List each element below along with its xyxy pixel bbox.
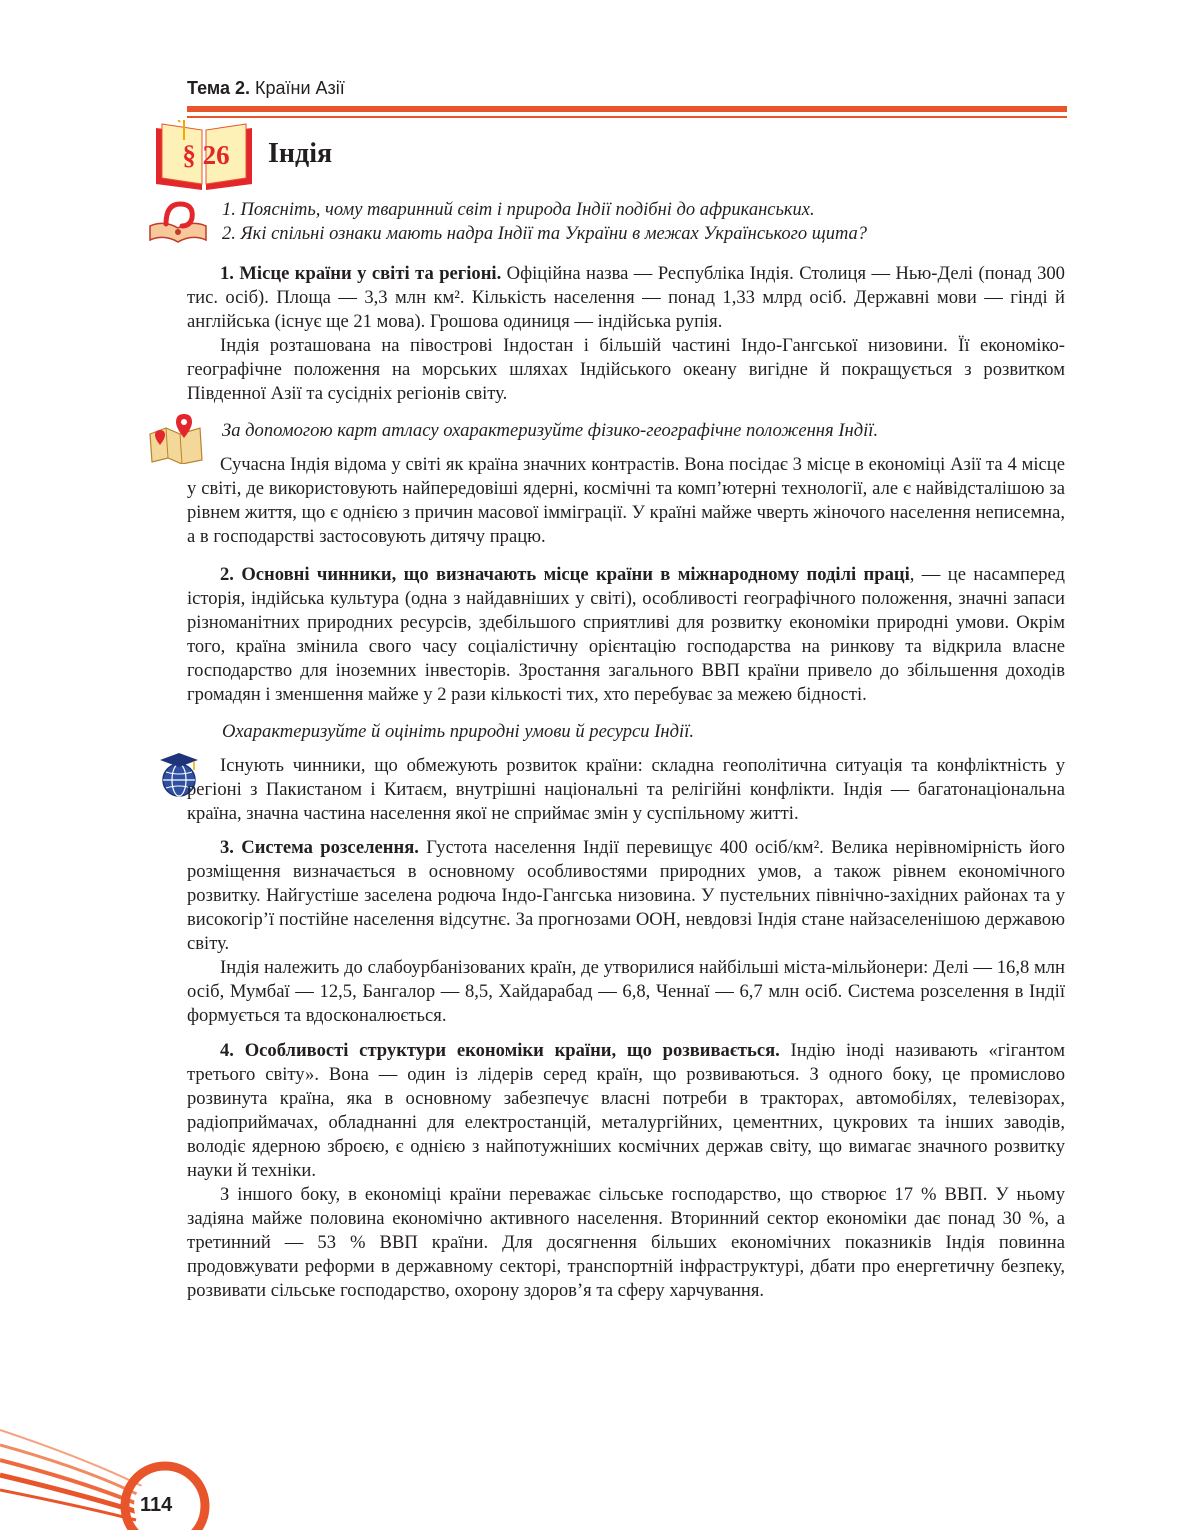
paragraph-9: З іншого боку, в економіці країни переважає сільське господарство, що створює 17 % ВВП. У ньому задіяна майже половина економічно активного населення. Вторинний сектор економіки дає понад 30 %, а третинний — 53 % ВВП країни. Для досягнення більших економічних показників Індія повинна продовжувати реформи в державному секторі, транспортній інфраструктурі, дбати про енергетичну безпеку, розвивати сільське господарство, охорону здоров’я та сферу харчування.: [187, 1184, 1065, 1302]
section-title: Індія: [268, 138, 333, 169]
paragraph-6-body: Густота населення Індії перевищує 400 осіб/км². Велика нерівномірність його розміщення визначається в основному особливостями природних умов, а також рівнем економічного розвитку. Найгустіше заселена родюча Індо-Гангська низовина. У пустельних північно-західних районах та у високогір’ї постійне населення відсутнє. За прогнозами ООН, невдовзі Індія стане найзаселенішою державою світу.: [187, 836, 1065, 955]
paragraph-2: Індія розташована на півострові Індостан і більшій частині Індо-Гангської низовини. Її економіко-географічне положення на морських шляхах Індійського океану вигідне й покращується з розвитком Південної Азії та сусідніх регіонів світу.: [187, 335, 1065, 405]
paragraph-1-body: Офіційна назва — Республіка Індія. Столиця — Нью-Делі (понад 300 тис. осіб). Площа — 3,3 млн км². Кількість населення — понад 1,33 млрд осіб. Державні мови — гінді й англійська (існує ще 21 мова). Грошова одиниця — індійська рупія.: [187, 263, 1065, 333]
question-2: 2. Які спільні ознаки мають надра Індії та України в межах Українського щита?: [222, 224, 868, 244]
paragraph-4: [187, 563, 1065, 708]
subheading-3: 3. Система розселення.: [220, 836, 419, 858]
question-1: 1. Поясніть, чому тваринний світ і природа Індії подібні до африканських.: [222, 200, 815, 220]
subheading-4: 4. Особливості структури економіки країни, що розвивається.: [220, 1039, 780, 1061]
page-corner-swoosh: [0, 1390, 240, 1530]
running-header: [187, 78, 345, 99]
review-questions: [222, 198, 1062, 246]
paragraph-1: [187, 262, 1065, 334]
header-topic-number: Тема 2.: [187, 78, 250, 98]
paragraph-3: Сучасна Індія відома у світі як країна значних контрастів. Вона посідає 3 місце в економіці Азії та 4 місце у світі, де використовують найпередовіші ядерні, космічні та комп’ютерні технології, але є найвідсталішою за рівнем життя, що є однією з причин масової імміграції. У країні майже чверть жіночого населення неписемна, а в господарстві застосовують дитячу працю.: [187, 453, 1065, 547]
paragraph-5: Існують чинники, що обмежують розвиток країни: складна геополітична ситуація та конфліктність у регіоні з Пакистаном і Китаєм, внутрішні національні та релігійні конфлікти. Індія — багатонаціональна країна, значна частина населення якої не сприймає змін у суспільному житті.: [187, 754, 1065, 824]
paragraph-6: [187, 836, 1065, 956]
paragraph-7: Індія належить до слабоурбанізованих країн, де утворилися найбільші міста-мільйонери: Делі — 16,8 млн осіб, Мумбаї — 12,5, Бангалор — 8,5, Хайдарабад — 6,8, Ченнаї — 6,7 млн осіб. Система розселення в Індії формується та вдосконалюється.: [187, 957, 1065, 1027]
task-2: Охарактеризуйте й оцініть природні умови й ресурси Індії.: [222, 720, 695, 742]
section-number: § 26: [182, 140, 230, 170]
header-rule-thick: [187, 106, 1067, 112]
header-topic-title: Країни Азії: [255, 78, 345, 98]
paragraph-8: [187, 1039, 1065, 1184]
page-number: 114: [140, 1494, 173, 1516]
task-1: За допомогою карт атласу охарактеризуйте фізико-географічне положення Індії.: [222, 419, 879, 441]
subheading-1: 1. Місце країни у світі та регіоні.: [220, 263, 502, 284]
paragraph-4-body: , — це насамперед історія, індійська культура (одна з найдавніших у світі), особливості географічного положення, значні запаси різноманітних природних ресурсів, здебільшого сприятливі для розвитку економіки природні умови. Окрім того, країна змінила свого часу соціалістичну орієнтацію господарства на ринкову та відкрила власне господарство для іноземних інвесторів. Зростання загального ВВП країни привело до збільшення доходів громадян і зменшення майже у 2 рази кількості тих, хто перебуває за межею бідності.: [187, 563, 1065, 706]
header-rule-thin: [187, 116, 1067, 118]
open-book-question-icon: [148, 196, 208, 244]
subheading-2: 2. Основні чинники, що визначають місце країни в міжнародному поділі праці: [220, 563, 910, 585]
paragraph-8-body: Індію іноді називають «гігантом третього світу». Вона — один із лідерів серед країн, що розвиваються. З одного боку, це промислово розвинута країна, яка в основному забезпечує власні потреби в тракторах, автомобілях, телевізорах, радіоприймачах, обладнанні для електростанцій, металургійних, цементних, цукрових та інших заводів, володіє ядерною зброєю, є однією з найпотужніших космічних держав світу, що вимагає значного розвитку науки й техніки.: [187, 1039, 1065, 1181]
main-text: [187, 262, 1065, 1304]
